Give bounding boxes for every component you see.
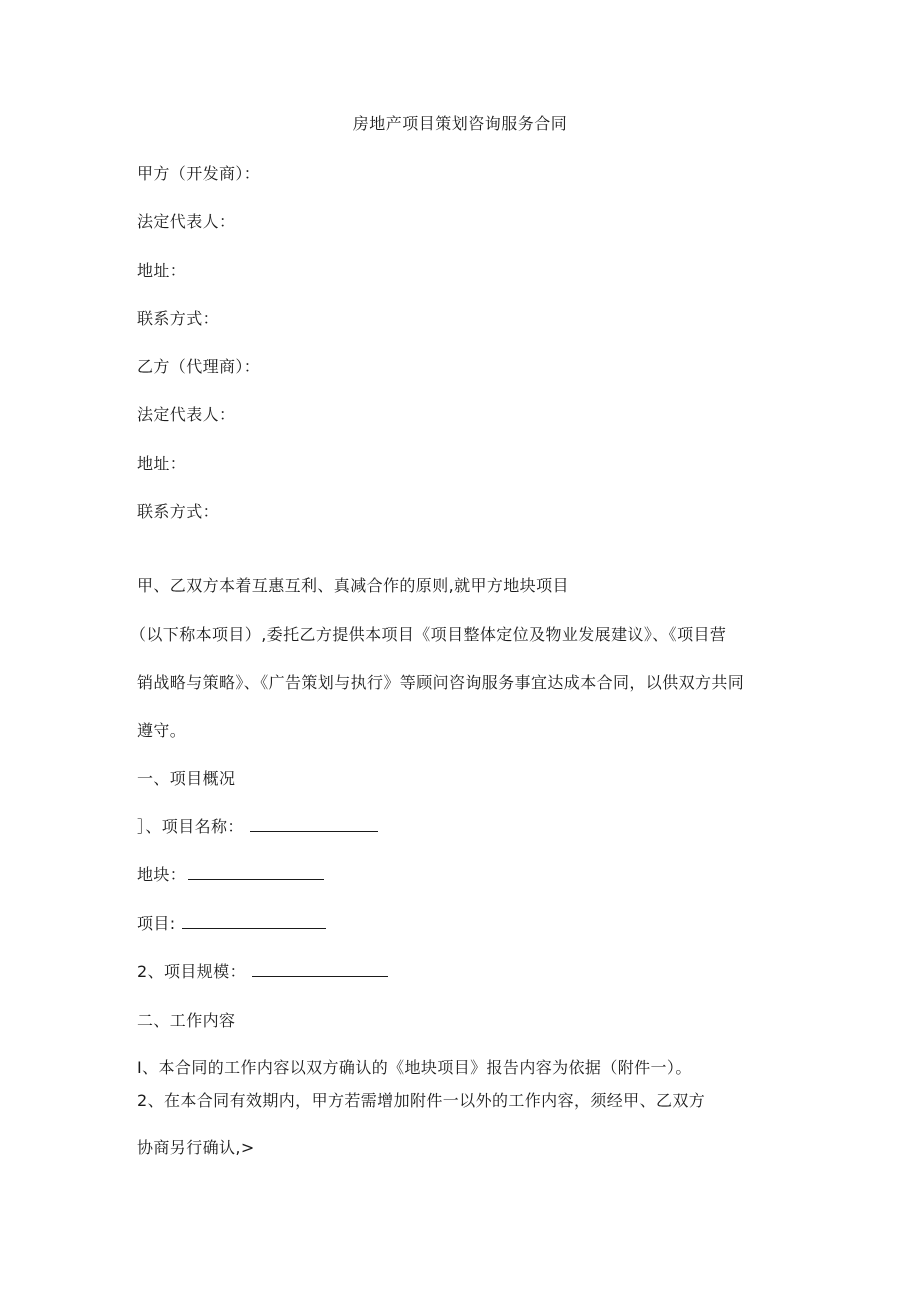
section-2-heading: 二、工作内容 [137, 1011, 236, 1030]
party-a-contact: 联系方式： [137, 309, 220, 328]
intro-line-1: 甲、乙双方本着互惠互利、真减合作的原则,就甲方地块项目 [137, 576, 569, 595]
project-scale-label: 2、项目规模： [137, 962, 246, 981]
project-label: 项目: [137, 914, 176, 933]
intro-line-3: 销战略与策略》、《广告策划与执行》等顾问咨询服务事宜达成本合同，以供双方共同 [137, 673, 745, 692]
document-title: 房地产项目策划咨询服务合同 [352, 114, 568, 133]
project-scale-blank [252, 960, 388, 977]
project-name-blank [250, 815, 378, 832]
party-b-contact: 联系方式： [137, 502, 220, 521]
project-row [137, 912, 326, 936]
project-blank [182, 912, 326, 929]
party-a-representative: 法定代表人： [137, 212, 236, 231]
party-b-heading: 乙方（代理商）： [137, 357, 261, 376]
section-2-item-2: 2、在本合同有效期内，甲方若需增加附件一以外的工作内容，须经甲、乙双方 [137, 1091, 706, 1110]
party-a-heading: 甲方（开发商）： [137, 164, 261, 183]
project-name-label: ］、项目名称： [137, 817, 244, 836]
plot-row [137, 863, 324, 887]
party-b-representative: 法定代表人： [137, 405, 236, 424]
intro-line-2: （以下称本项目）,委托乙方提供本项目《项目整体定位及物业发展建议》、《项目营 [130, 625, 727, 644]
party-b-address: 地址： [137, 454, 187, 473]
plot-label: 地块： [137, 865, 187, 884]
project-name-row [137, 815, 378, 839]
project-scale-row [137, 960, 388, 984]
plot-blank [188, 863, 324, 880]
intro-line-4: 遵守。 [137, 721, 187, 740]
section-2-item-1: I、本合同的工作内容以双方确认的《地块项目》报告内容为依据（附件一）。 [137, 1058, 692, 1077]
section-1-heading: 一、项目概况 [137, 769, 236, 788]
party-a-address: 地址： [137, 261, 187, 280]
section-2-item-2-continued: 协商另行确认,> [137, 1138, 255, 1157]
